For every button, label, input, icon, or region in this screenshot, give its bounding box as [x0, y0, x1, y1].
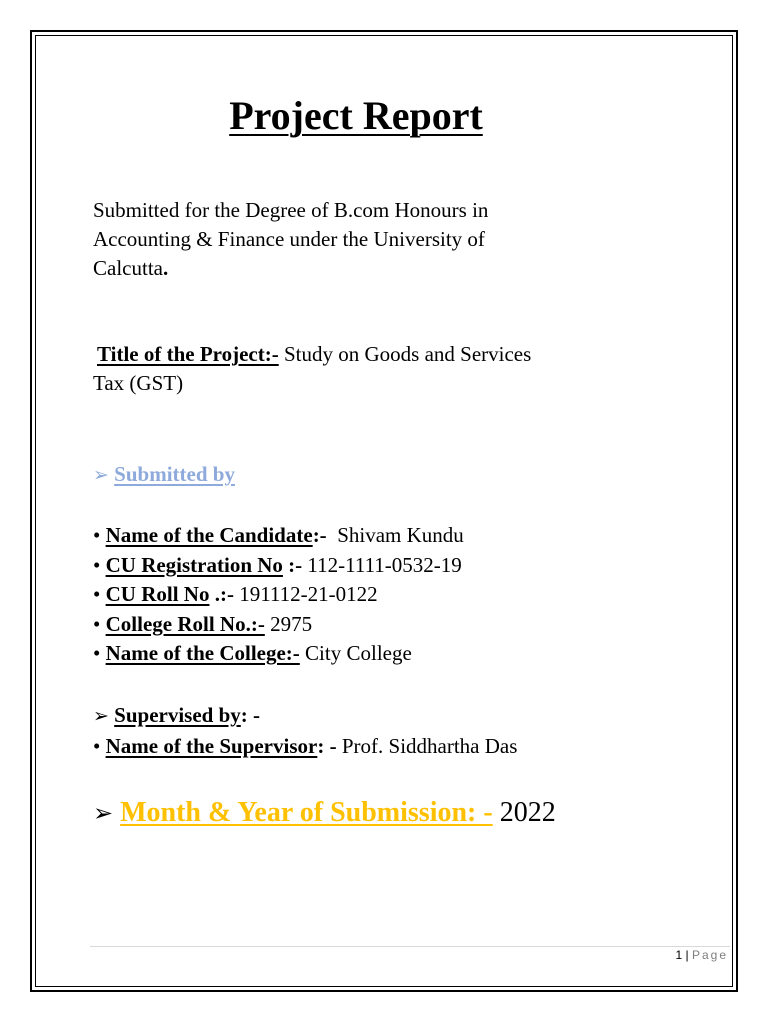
registration-value: 112-1111-0532-19 [302, 553, 462, 577]
registration-label-tail: :- [282, 553, 303, 577]
project-title-value-1: Study on Goods and Services [278, 342, 532, 366]
supervisor-value: Prof. Siddhartha Das [336, 734, 518, 758]
bullet-icon: • [93, 582, 101, 606]
college-roll-value: 2975 [264, 612, 313, 636]
arrow-bullet-icon: ➢ [93, 705, 109, 727]
project-title-line-2: Tax (GST) [93, 371, 184, 395]
page-border-inner [35, 35, 733, 987]
submitted-by-heading [93, 462, 235, 487]
intro-paragraph [93, 196, 613, 283]
submitted-by-label: Submitted by [114, 462, 235, 486]
arrow-bullet-icon: ➢ [93, 799, 114, 827]
detail-roll-no [93, 582, 378, 607]
detail-registration [93, 553, 462, 578]
arrow-bullet-icon: ➢ [93, 464, 109, 486]
candidate-label: Name of the Candidate [105, 523, 313, 547]
college-name-label: Name of the College:- [105, 641, 300, 665]
footer-separator: | [682, 948, 692, 962]
bullet-icon: • [93, 612, 101, 636]
roll-no-value: 191112-21-0122 [233, 582, 378, 606]
detail-candidate [93, 523, 464, 548]
supervisor-label-tail: : - [317, 734, 337, 758]
roll-no-label: CU Roll No [105, 582, 210, 606]
page-number: 1 [675, 948, 683, 962]
supervised-by-heading [93, 703, 260, 728]
detail-college-name [93, 641, 412, 666]
intro-line-1: Submitted for the Degree of B.com Honours in [93, 198, 489, 222]
detail-college-roll [93, 612, 312, 637]
supervisor-line [93, 734, 517, 759]
candidate-label-tail: :- [312, 523, 327, 547]
college-name-value: City College [299, 641, 412, 665]
registration-label: CU Registration No [105, 553, 283, 577]
supervised-by-tail: : - [240, 703, 261, 727]
submission-value: 2022 [492, 797, 556, 828]
footer-divider [90, 946, 730, 947]
page-word: Page [691, 948, 728, 962]
bullet-icon: • [93, 553, 101, 577]
intro-period: . [162, 256, 169, 280]
submission-line [93, 797, 556, 829]
intro-line-2: Accounting & Finance under the University of [93, 227, 485, 251]
college-roll-label: College Roll No.:- [105, 612, 265, 636]
supervised-by-label: Supervised by [114, 703, 241, 727]
bullet-icon: • [93, 734, 101, 758]
intro-line-3: Calcutta [93, 256, 163, 280]
bullet-icon: • [93, 523, 101, 547]
project-title-line-1 [97, 342, 531, 367]
bullet-icon: • [93, 641, 101, 665]
candidate-value: Shivam Kundu [326, 523, 464, 547]
roll-no-label-tail: .:- [209, 582, 234, 606]
project-title-label: Title of the Project:- [97, 342, 279, 366]
page-title: Project Report [229, 93, 483, 138]
supervisor-label: Name of the Supervisor [105, 734, 318, 758]
page-footer [675, 948, 728, 962]
submission-label: Month & Year of Submission: - [120, 797, 493, 828]
